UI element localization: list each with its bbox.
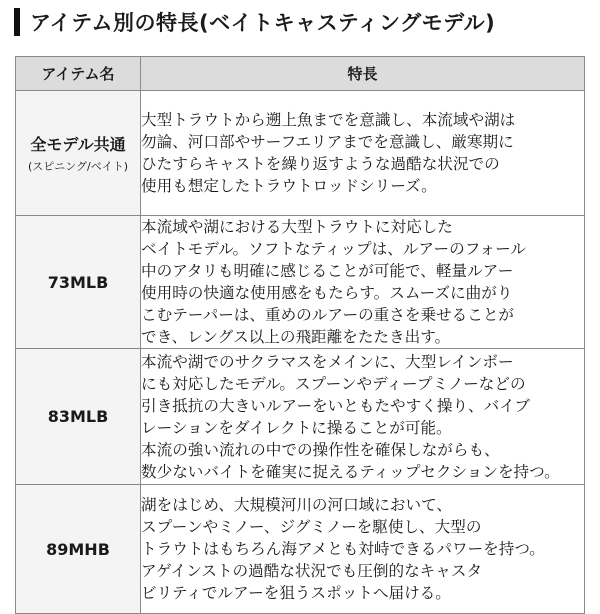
feature-line: こむテーパーは、重めのルアーの重さを乗せることが xyxy=(141,306,515,324)
feature-line: にも対応したモデル。スプーンやディープミノーなどの xyxy=(141,374,526,393)
page-title: アイテム別の特長(ベイトキャスティングモデル) xyxy=(30,11,496,35)
item-name-sub: (スピニング/ベイト) xyxy=(27,160,129,173)
table-header-row xyxy=(16,57,585,91)
table-row xyxy=(16,216,585,349)
item-name-cell xyxy=(16,91,141,216)
page-title-bar xyxy=(14,7,495,37)
feature-line: ベイトモデル。ソフトなティップは、ルアーのフォール xyxy=(141,240,527,258)
feature-cell xyxy=(141,349,585,485)
feature-line: 湖をはじめ、大規模河川の河口域において、 xyxy=(141,496,452,514)
item-name-cell xyxy=(16,216,141,349)
feature-table xyxy=(15,56,585,614)
item-name-cell xyxy=(16,349,141,485)
item-name-cell xyxy=(16,485,141,614)
feature-line: 使用も想定したトラウトロッドシリーズ。 xyxy=(141,177,437,195)
feature-line: 本流域や湖における大型トラウトに対応した xyxy=(141,218,453,236)
feature-line: ひたすらキャストを繰り返すような過酷な状況での xyxy=(141,155,500,173)
feature-cell xyxy=(141,216,585,349)
title-accent-bar xyxy=(14,8,20,36)
table-row xyxy=(16,91,585,216)
table-row xyxy=(16,485,585,614)
feature-line: スプーンやミノー、ジグミノーを駆使し、大型の xyxy=(141,518,482,536)
feature-line: でき、レングス以上の飛距離をたたき出す。 xyxy=(141,328,451,346)
feature-line: 数少ないバイトを確実に捉えるティップセクションを持つ。 xyxy=(141,462,560,481)
feature-line: トラウトはもちろん海アメとも対峙できるパワーを持つ。 xyxy=(141,540,545,558)
header-feature: 特長 xyxy=(141,57,585,91)
feature-line: 使用時の快適な使用感をもたらす。スムーズに曲がり xyxy=(141,284,513,302)
feature-line: レーションをダイレクトに操ることが可能。 xyxy=(141,418,452,437)
feature-line: 本流の強い流れの中での操作性を確保しながらも、 xyxy=(141,440,500,459)
item-name: 83MLB xyxy=(47,407,109,426)
header-item-name: アイテム名 xyxy=(16,57,141,91)
feature-line: 勿論、河口部やサーフエリアまでを意識し、厳寒期に xyxy=(141,133,514,151)
feature-cell xyxy=(141,91,585,216)
feature-line: ビリティでルアーを狙うスポットへ届ける。 xyxy=(141,584,451,602)
table-row xyxy=(16,349,585,485)
feature-line: 中のアタリも明確に感じることが可能で、軽量ルアー xyxy=(141,262,514,280)
feature-line: 引き抵抗の大きいルアーをいともたやすく操り、バイブ xyxy=(141,396,530,415)
feature-line: 本流や湖でのサクラマスをメインに、大型レインボー xyxy=(141,352,514,371)
item-name: 89MHB xyxy=(46,539,110,559)
item-name: 全モデル共通 xyxy=(30,135,126,154)
feature-line: アゲインストの過酷な状況でも圧倒的なキャスタ xyxy=(141,562,483,580)
feature-cell xyxy=(141,485,585,614)
feature-line: 大型トラウトから遡上魚までを意識し、本流域や湖は xyxy=(141,111,516,129)
item-name: 73MLB xyxy=(47,272,109,292)
